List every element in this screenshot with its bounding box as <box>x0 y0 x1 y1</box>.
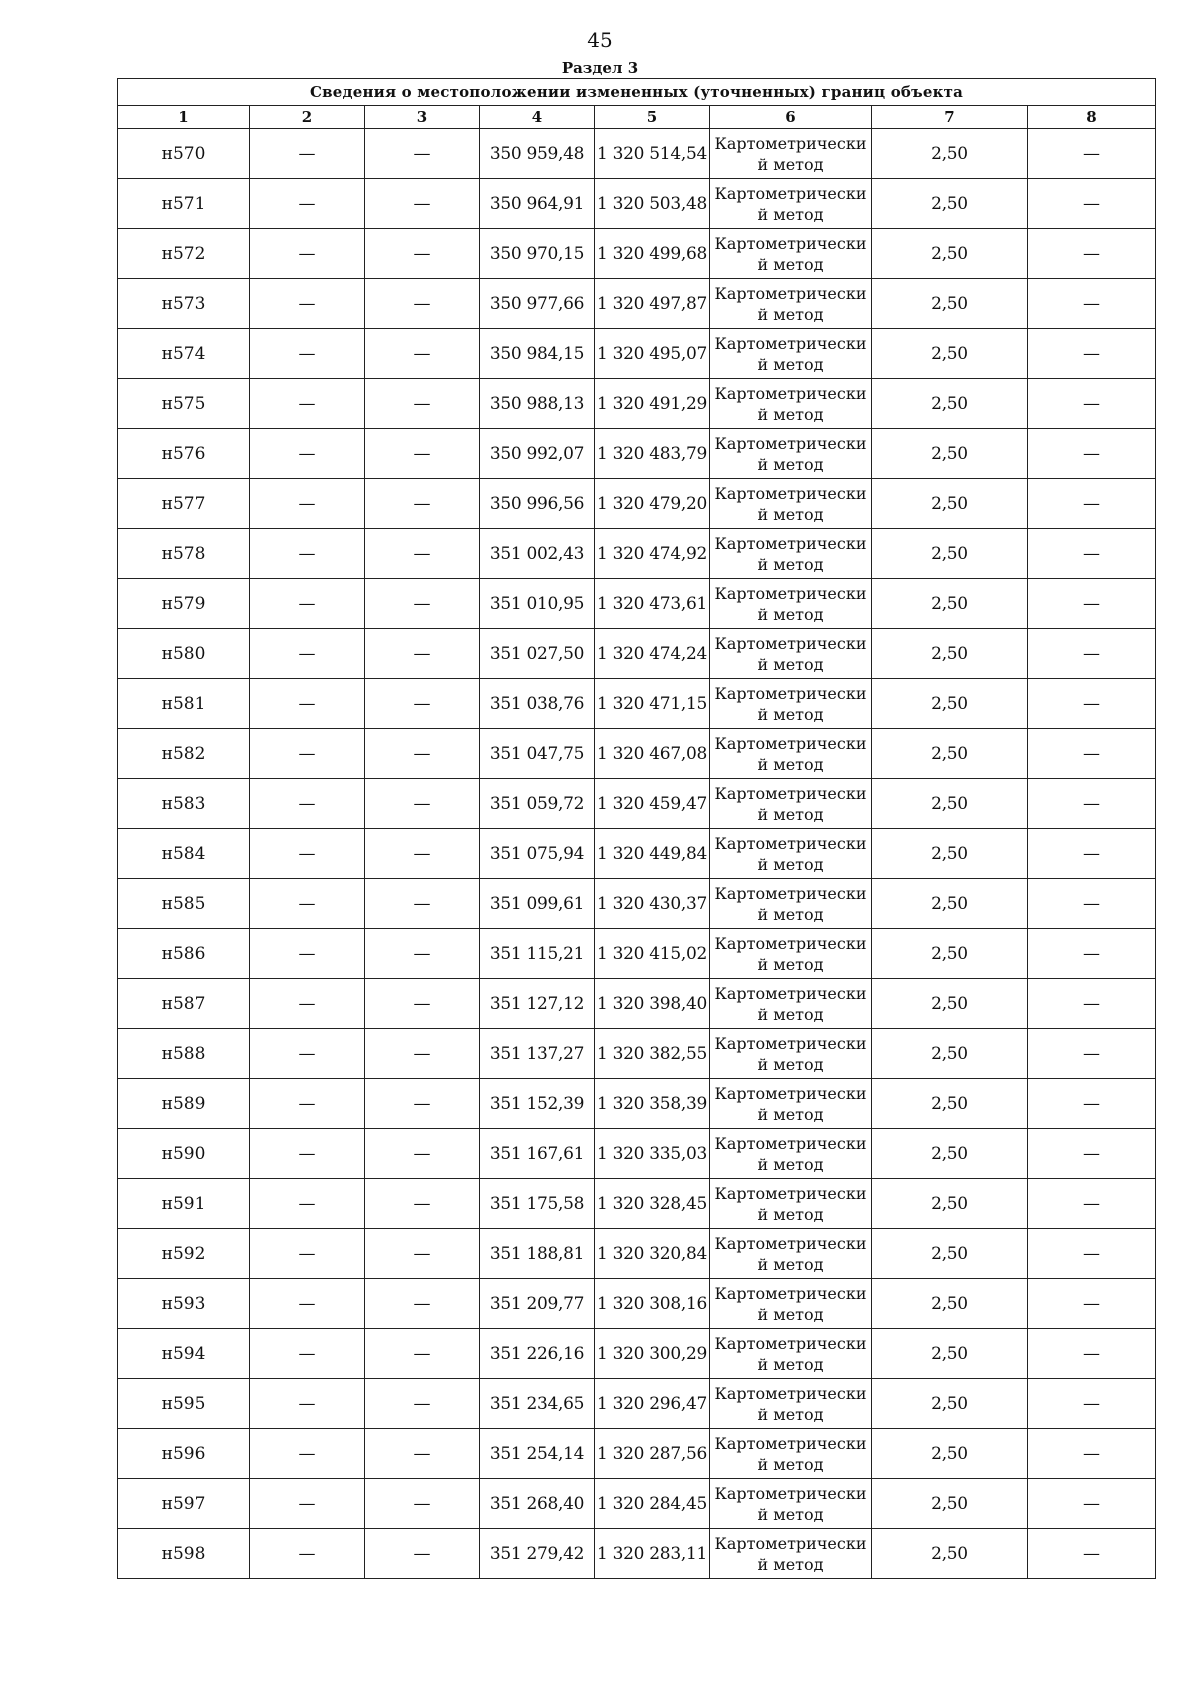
point-id-cell: н582 <box>118 729 250 779</box>
y-coordinate-cell: 1 320 514,54 <box>595 129 710 179</box>
table-row <box>118 379 1156 429</box>
y-coordinate-cell: 1 320 503,48 <box>595 179 710 229</box>
y-coordinate-cell: 1 320 328,45 <box>595 1179 710 1229</box>
x-coordinate-cell: 351 027,50 <box>480 629 595 679</box>
accuracy-cell: 2,50 <box>872 1079 1028 1129</box>
y-coordinate-cell: 1 320 287,56 <box>595 1429 710 1479</box>
table-row <box>118 1229 1156 1279</box>
y-coordinate-cell: 1 320 471,15 <box>595 679 710 729</box>
col8-cell: — <box>1028 929 1156 979</box>
accuracy-cell: 2,50 <box>872 1529 1028 1579</box>
col3-cell: — <box>365 929 480 979</box>
col8-cell: — <box>1028 579 1156 629</box>
col8-cell: — <box>1028 779 1156 829</box>
method-cell: Картометрический метод <box>710 829 872 879</box>
col2-cell: — <box>250 979 365 1029</box>
col8-cell: — <box>1028 1079 1156 1129</box>
x-coordinate-cell: 351 234,65 <box>480 1379 595 1429</box>
y-coordinate-cell: 1 320 483,79 <box>595 429 710 479</box>
accuracy-cell: 2,50 <box>872 1029 1028 1079</box>
point-id-cell: н574 <box>118 329 250 379</box>
y-coordinate-cell: 1 320 495,07 <box>595 329 710 379</box>
col2-cell: — <box>250 929 365 979</box>
x-coordinate-cell: 351 010,95 <box>480 579 595 629</box>
col8-cell: — <box>1028 1179 1156 1229</box>
col2-cell: — <box>250 179 365 229</box>
y-coordinate-cell: 1 320 382,55 <box>595 1029 710 1079</box>
point-id-cell: н593 <box>118 1279 250 1329</box>
point-id-cell: н597 <box>118 1479 250 1529</box>
accuracy-cell: 2,50 <box>872 1229 1028 1279</box>
point-id-cell: н573 <box>118 279 250 329</box>
col8-cell: — <box>1028 629 1156 679</box>
x-coordinate-cell: 351 268,40 <box>480 1479 595 1529</box>
col2-cell: — <box>250 1029 365 1079</box>
point-id-cell: н575 <box>118 379 250 429</box>
table-row <box>118 1029 1156 1079</box>
accuracy-cell: 2,50 <box>872 1479 1028 1529</box>
method-cell: Картометрический метод <box>710 1529 872 1579</box>
accuracy-cell: 2,50 <box>872 929 1028 979</box>
accuracy-cell: 2,50 <box>872 429 1028 479</box>
point-id-cell: н576 <box>118 429 250 479</box>
column-number: 1 <box>118 106 250 129</box>
col3-cell: — <box>365 529 480 579</box>
col3-cell: — <box>365 1079 480 1129</box>
point-id-cell: н578 <box>118 529 250 579</box>
accuracy-cell: 2,50 <box>872 1279 1028 1329</box>
boundary-coordinates-table <box>117 78 1156 1579</box>
col2-cell: — <box>250 279 365 329</box>
y-coordinate-cell: 1 320 491,29 <box>595 379 710 429</box>
table-row <box>118 879 1156 929</box>
col2-cell: — <box>250 1179 365 1229</box>
col8-cell: — <box>1028 1379 1156 1429</box>
col2-cell: — <box>250 429 365 479</box>
method-cell: Картометрический метод <box>710 229 872 279</box>
col3-cell: — <box>365 879 480 929</box>
x-coordinate-cell: 351 137,27 <box>480 1029 595 1079</box>
method-cell: Картометрический метод <box>710 179 872 229</box>
col2-cell: — <box>250 1129 365 1179</box>
x-coordinate-cell: 351 209,77 <box>480 1279 595 1329</box>
col3-cell: — <box>365 1529 480 1579</box>
col8-cell: — <box>1028 429 1156 479</box>
method-cell: Картометрический метод <box>710 1429 872 1479</box>
col3-cell: — <box>365 1479 480 1529</box>
point-id-cell: н592 <box>118 1229 250 1279</box>
y-coordinate-cell: 1 320 415,02 <box>595 929 710 979</box>
col8-cell: — <box>1028 879 1156 929</box>
x-coordinate-cell: 351 279,42 <box>480 1529 595 1579</box>
accuracy-cell: 2,50 <box>872 629 1028 679</box>
accuracy-cell: 2,50 <box>872 529 1028 579</box>
accuracy-cell: 2,50 <box>872 1379 1028 1429</box>
method-cell: Картометрический метод <box>710 779 872 829</box>
x-coordinate-cell: 351 127,12 <box>480 979 595 1029</box>
x-coordinate-cell: 351 059,72 <box>480 779 595 829</box>
col8-cell: — <box>1028 479 1156 529</box>
accuracy-cell: 2,50 <box>872 979 1028 1029</box>
point-id-cell: н581 <box>118 679 250 729</box>
col3-cell: — <box>365 379 480 429</box>
x-coordinate-cell: 351 226,16 <box>480 1329 595 1379</box>
method-cell: Картометрический метод <box>710 379 872 429</box>
accuracy-cell: 2,50 <box>872 229 1028 279</box>
col2-cell: — <box>250 1379 365 1429</box>
table-row <box>118 629 1156 679</box>
y-coordinate-cell: 1 320 308,16 <box>595 1279 710 1329</box>
point-id-cell: н590 <box>118 1129 250 1179</box>
point-id-cell: н585 <box>118 879 250 929</box>
table-row <box>118 479 1156 529</box>
col2-cell: — <box>250 1429 365 1479</box>
method-cell: Картометрический метод <box>710 629 872 679</box>
col8-cell: — <box>1028 1129 1156 1179</box>
table-row <box>118 579 1156 629</box>
col2-cell: — <box>250 829 365 879</box>
col8-cell: — <box>1028 179 1156 229</box>
column-number-row <box>118 106 1156 129</box>
method-cell: Картометрический метод <box>710 1029 872 1079</box>
col3-cell: — <box>365 1379 480 1429</box>
col8-cell: — <box>1028 1429 1156 1479</box>
method-cell: Картометрический метод <box>710 529 872 579</box>
table-row <box>118 229 1156 279</box>
col3-cell: — <box>365 229 480 279</box>
column-number: 6 <box>710 106 872 129</box>
table-row <box>118 279 1156 329</box>
col3-cell: — <box>365 129 480 179</box>
x-coordinate-cell: 350 970,15 <box>480 229 595 279</box>
point-id-cell: н587 <box>118 979 250 1029</box>
point-id-cell: н577 <box>118 479 250 529</box>
y-coordinate-cell: 1 320 474,24 <box>595 629 710 679</box>
accuracy-cell: 2,50 <box>872 1429 1028 1479</box>
col2-cell: — <box>250 679 365 729</box>
col3-cell: — <box>365 179 480 229</box>
accuracy-cell: 2,50 <box>872 1179 1028 1229</box>
method-cell: Картометрический метод <box>710 579 872 629</box>
method-cell: Картометрический метод <box>710 279 872 329</box>
y-coordinate-cell: 1 320 398,40 <box>595 979 710 1029</box>
col3-cell: — <box>365 579 480 629</box>
col8-cell: — <box>1028 379 1156 429</box>
col8-cell: — <box>1028 129 1156 179</box>
method-cell: Картометрический метод <box>710 979 872 1029</box>
table-row <box>118 1129 1156 1179</box>
col2-cell: — <box>250 1079 365 1129</box>
point-id-cell: н586 <box>118 929 250 979</box>
method-cell: Картометрический метод <box>710 1329 872 1379</box>
col2-cell: — <box>250 329 365 379</box>
col2-cell: — <box>250 779 365 829</box>
col3-cell: — <box>365 429 480 479</box>
point-id-cell: н571 <box>118 179 250 229</box>
method-cell: Картометрический метод <box>710 929 872 979</box>
col8-cell: — <box>1028 1479 1156 1529</box>
method-cell: Картометрический метод <box>710 429 872 479</box>
col8-cell: — <box>1028 829 1156 879</box>
accuracy-cell: 2,50 <box>872 179 1028 229</box>
x-coordinate-cell: 350 996,56 <box>480 479 595 529</box>
column-number: 2 <box>250 106 365 129</box>
col3-cell: — <box>365 1229 480 1279</box>
col2-cell: — <box>250 529 365 579</box>
table-row <box>118 679 1156 729</box>
x-coordinate-cell: 350 992,07 <box>480 429 595 479</box>
col8-cell: — <box>1028 529 1156 579</box>
col8-cell: — <box>1028 979 1156 1029</box>
col8-cell: — <box>1028 329 1156 379</box>
x-coordinate-cell: 351 254,14 <box>480 1429 595 1479</box>
col8-cell: — <box>1028 1329 1156 1379</box>
method-cell: Картометрический метод <box>710 679 872 729</box>
col2-cell: — <box>250 1479 365 1529</box>
point-id-cell: н594 <box>118 1329 250 1379</box>
col8-cell: — <box>1028 729 1156 779</box>
table-row <box>118 1429 1156 1479</box>
point-id-cell: н579 <box>118 579 250 629</box>
x-coordinate-cell: 351 167,61 <box>480 1129 595 1179</box>
accuracy-cell: 2,50 <box>872 879 1028 929</box>
table-row <box>118 979 1156 1029</box>
col3-cell: — <box>365 479 480 529</box>
x-coordinate-cell: 350 959,48 <box>480 129 595 179</box>
method-cell: Картометрический метод <box>710 1229 872 1279</box>
x-coordinate-cell: 351 115,21 <box>480 929 595 979</box>
col3-cell: — <box>365 1329 480 1379</box>
accuracy-cell: 2,50 <box>872 279 1028 329</box>
method-cell: Картометрический метод <box>710 1479 872 1529</box>
x-coordinate-cell: 351 038,76 <box>480 679 595 729</box>
point-id-cell: н595 <box>118 1379 250 1429</box>
point-id-cell: н598 <box>118 1529 250 1579</box>
col2-cell: — <box>250 1529 365 1579</box>
method-cell: Картометрический метод <box>710 329 872 379</box>
method-cell: Картометрический метод <box>710 1179 872 1229</box>
col3-cell: — <box>365 979 480 1029</box>
page-number: 45 <box>587 28 613 52</box>
table-row <box>118 779 1156 829</box>
column-number: 8 <box>1028 106 1156 129</box>
accuracy-cell: 2,50 <box>872 729 1028 779</box>
accuracy-cell: 2,50 <box>872 829 1028 879</box>
table-row <box>118 1379 1156 1429</box>
column-number: 3 <box>365 106 480 129</box>
table-caption: Сведения о местоположении измененных (уточненных) границ объекта <box>118 79 1156 106</box>
col3-cell: — <box>365 629 480 679</box>
x-coordinate-cell: 351 175,58 <box>480 1179 595 1229</box>
x-coordinate-cell: 350 964,91 <box>480 179 595 229</box>
table-row <box>118 729 1156 779</box>
accuracy-cell: 2,50 <box>872 1329 1028 1379</box>
x-coordinate-cell: 351 152,39 <box>480 1079 595 1129</box>
point-id-cell: н588 <box>118 1029 250 1079</box>
y-coordinate-cell: 1 320 283,11 <box>595 1529 710 1579</box>
table-row <box>118 929 1156 979</box>
table-row <box>118 1279 1156 1329</box>
col2-cell: — <box>250 729 365 779</box>
x-coordinate-cell: 351 002,43 <box>480 529 595 579</box>
accuracy-cell: 2,50 <box>872 479 1028 529</box>
y-coordinate-cell: 1 320 474,92 <box>595 529 710 579</box>
method-cell: Картометрический метод <box>710 1129 872 1179</box>
table-row <box>118 129 1156 179</box>
point-id-cell: н572 <box>118 229 250 279</box>
table-row <box>118 529 1156 579</box>
table-row <box>118 429 1156 479</box>
column-number: 5 <box>595 106 710 129</box>
point-id-cell: н580 <box>118 629 250 679</box>
y-coordinate-cell: 1 320 284,45 <box>595 1479 710 1529</box>
y-coordinate-cell: 1 320 296,47 <box>595 1379 710 1429</box>
col8-cell: — <box>1028 1029 1156 1079</box>
x-coordinate-cell: 350 977,66 <box>480 279 595 329</box>
method-cell: Картометрический метод <box>710 1279 872 1329</box>
point-id-cell: н583 <box>118 779 250 829</box>
col3-cell: — <box>365 329 480 379</box>
col8-cell: — <box>1028 1229 1156 1279</box>
point-id-cell: н570 <box>118 129 250 179</box>
col3-cell: — <box>365 829 480 879</box>
col3-cell: — <box>365 779 480 829</box>
y-coordinate-cell: 1 320 430,37 <box>595 879 710 929</box>
x-coordinate-cell: 351 099,61 <box>480 879 595 929</box>
method-cell: Картометрический метод <box>710 129 872 179</box>
col3-cell: — <box>365 1029 480 1079</box>
table-row <box>118 1529 1156 1579</box>
method-cell: Картометрический метод <box>710 729 872 779</box>
section-title: Раздел 3 <box>561 59 639 77</box>
method-cell: Картометрический метод <box>710 1079 872 1129</box>
col8-cell: — <box>1028 1279 1156 1329</box>
column-number: 4 <box>480 106 595 129</box>
col8-cell: — <box>1028 279 1156 329</box>
y-coordinate-cell: 1 320 459,47 <box>595 779 710 829</box>
col3-cell: — <box>365 679 480 729</box>
accuracy-cell: 2,50 <box>872 129 1028 179</box>
y-coordinate-cell: 1 320 473,61 <box>595 579 710 629</box>
method-cell: Картометрический метод <box>710 479 872 529</box>
accuracy-cell: 2,50 <box>872 1129 1028 1179</box>
table-body <box>118 129 1156 1579</box>
col3-cell: — <box>365 1129 480 1179</box>
col8-cell: — <box>1028 679 1156 729</box>
accuracy-cell: 2,50 <box>872 679 1028 729</box>
accuracy-cell: 2,50 <box>872 329 1028 379</box>
x-coordinate-cell: 351 047,75 <box>480 729 595 779</box>
table-row <box>118 179 1156 229</box>
table-row <box>118 1479 1156 1529</box>
col3-cell: — <box>365 279 480 329</box>
column-number: 7 <box>872 106 1028 129</box>
col2-cell: — <box>250 879 365 929</box>
col2-cell: — <box>250 1229 365 1279</box>
x-coordinate-cell: 350 988,13 <box>480 379 595 429</box>
point-id-cell: н589 <box>118 1079 250 1129</box>
y-coordinate-cell: 1 320 335,03 <box>595 1129 710 1179</box>
table-row <box>118 1179 1156 1229</box>
col8-cell: — <box>1028 229 1156 279</box>
col3-cell: — <box>365 1429 480 1479</box>
table-row <box>118 829 1156 879</box>
col3-cell: — <box>365 1279 480 1329</box>
col2-cell: — <box>250 579 365 629</box>
point-id-cell: н584 <box>118 829 250 879</box>
x-coordinate-cell: 351 075,94 <box>480 829 595 879</box>
accuracy-cell: 2,50 <box>872 379 1028 429</box>
table-row <box>118 329 1156 379</box>
col2-cell: — <box>250 1329 365 1379</box>
y-coordinate-cell: 1 320 497,87 <box>595 279 710 329</box>
x-coordinate-cell: 350 984,15 <box>480 329 595 379</box>
col2-cell: — <box>250 479 365 529</box>
y-coordinate-cell: 1 320 467,08 <box>595 729 710 779</box>
y-coordinate-cell: 1 320 300,29 <box>595 1329 710 1379</box>
col3-cell: — <box>365 729 480 779</box>
col2-cell: — <box>250 379 365 429</box>
col3-cell: — <box>365 1179 480 1229</box>
method-cell: Картометрический метод <box>710 1379 872 1429</box>
col2-cell: — <box>250 1279 365 1329</box>
col2-cell: — <box>250 229 365 279</box>
x-coordinate-cell: 351 188,81 <box>480 1229 595 1279</box>
table-row <box>118 1079 1156 1129</box>
y-coordinate-cell: 1 320 358,39 <box>595 1079 710 1129</box>
accuracy-cell: 2,50 <box>872 779 1028 829</box>
point-id-cell: н596 <box>118 1429 250 1479</box>
y-coordinate-cell: 1 320 499,68 <box>595 229 710 279</box>
table-row <box>118 1329 1156 1379</box>
y-coordinate-cell: 1 320 449,84 <box>595 829 710 879</box>
col8-cell: — <box>1028 1529 1156 1579</box>
y-coordinate-cell: 1 320 320,84 <box>595 1229 710 1279</box>
accuracy-cell: 2,50 <box>872 579 1028 629</box>
col2-cell: — <box>250 129 365 179</box>
y-coordinate-cell: 1 320 479,20 <box>595 479 710 529</box>
col2-cell: — <box>250 629 365 679</box>
point-id-cell: н591 <box>118 1179 250 1229</box>
method-cell: Картометрический метод <box>710 879 872 929</box>
